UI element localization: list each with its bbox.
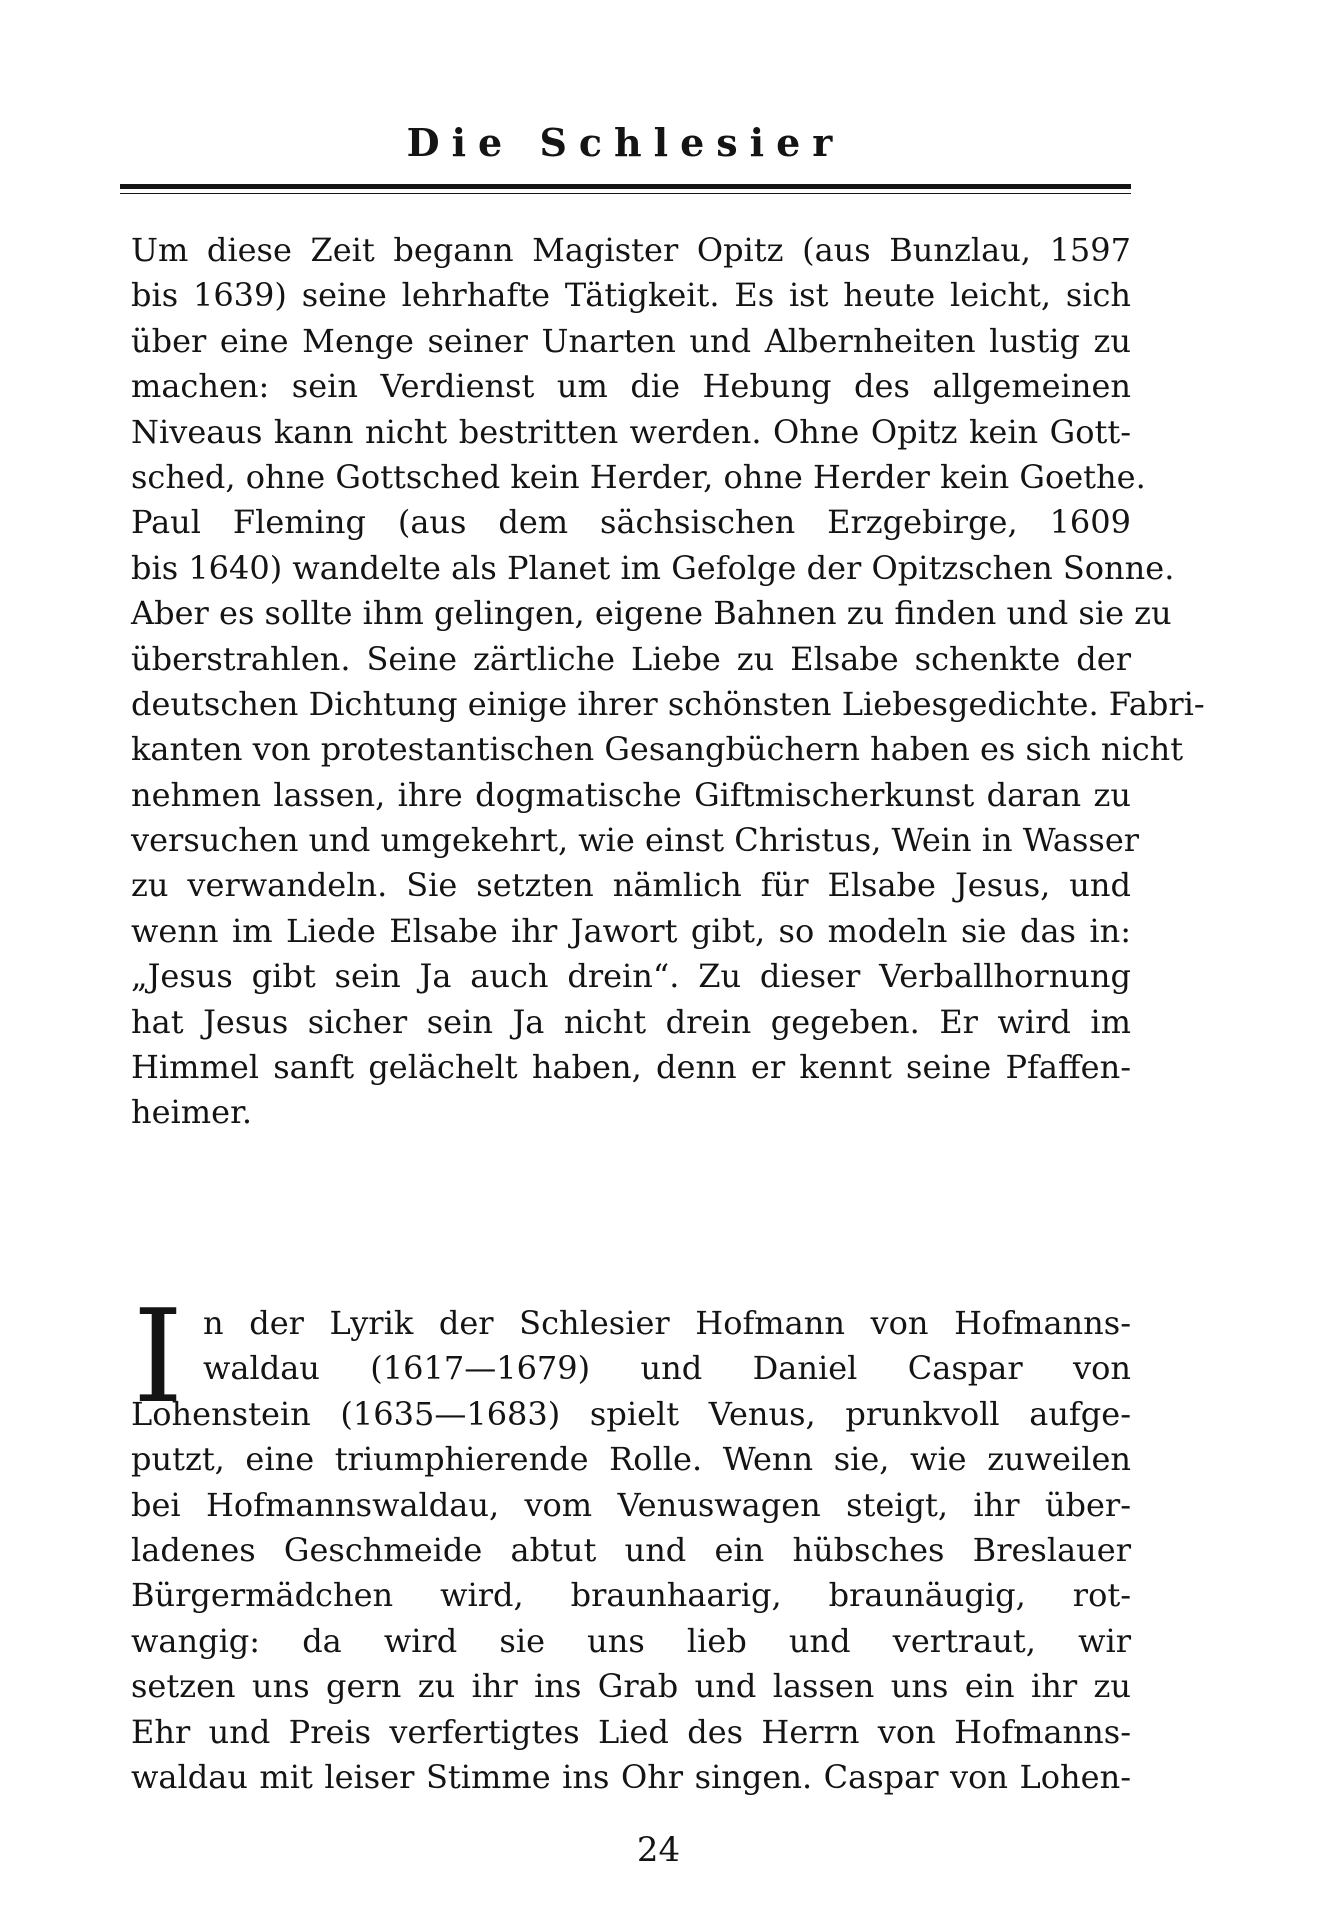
paragraph-line: waldau (1617—1679) und Daniel Caspar von <box>203 1349 1131 1388</box>
paragraph-line: Bürgermädchen wird, braunhaarig, braunäugig, rot- <box>131 1576 1131 1615</box>
paragraph-line: bei Hofmannswaldau, vom Venuswagen steigt, ihr über- <box>131 1485 1131 1524</box>
paragraph-line: bis 1640) wandelte als Planet im Gefolge der Opitzschen Sonne. <box>131 548 1175 587</box>
paragraph-line: Um diese Zeit begann Magister Opitz (aus Bunzlau, 1597 <box>131 231 1131 269</box>
paragraph-line: heimer. <box>131 1093 253 1132</box>
paragraph-line: Niveaus kann nicht bestritten werden. Ohne Opitz kein Gott- <box>131 412 1131 451</box>
paragraph-line: hat Jesus sicher sein Ja nicht drein gegeben. Er wird im <box>131 1002 1131 1041</box>
paragraph-line: „Jesus gibt sein Ja auch drein“. Zu dieser Verballhornung <box>131 957 1131 996</box>
header-rule-thick <box>120 184 1131 189</box>
paragraph-line: Lohenstein (1635—1683) spielt Venus, prunkvoll aufge- <box>131 1394 1131 1433</box>
paragraph-line: Ehr und Preis verfertigtes Lied des Herrn von Hofmanns- <box>131 1712 1131 1751</box>
paragraph-line: Aber es sollte ihm gelingen, eigene Bahnen zu finden und sie zu <box>131 594 1172 633</box>
paragraph-line: Paul Fleming (aus dem sächsischen Erzgebirge, 1609 <box>131 503 1131 542</box>
paragraph-line: zu verwandeln. Sie setzten nämlich für Elsabe Jesus, und <box>131 866 1131 905</box>
paragraph-line: ladenes Geschmeide abtut und ein hübsches Breslauer <box>131 1530 1131 1569</box>
paragraph-line: putzt, eine triumphierende Rolle. Wenn sie, wie zuweilen <box>131 1440 1131 1479</box>
paragraph-line: sched, ohne Gottsched kein Herder, ohne Herder kein Goethe. <box>131 457 1146 496</box>
paragraph-line: machen: sein Verdienst um die Hebung des allgemeinen <box>131 367 1131 406</box>
header-rule-thin <box>120 193 1131 194</box>
paragraph-line: versuchen und umgekehrt, wie einst Christus, Wein in Wasser <box>131 821 1140 860</box>
paragraph-line: wangig: da wird sie uns lieb und vertraut, wir <box>131 1621 1131 1660</box>
running-head: Die Schlesier <box>406 120 845 165</box>
paragraph-line: über eine Menge seiner Unarten und Albernheiten lustig zu <box>131 321 1131 360</box>
drop-initial: I <box>132 1283 184 1432</box>
paragraph-line: überstrahlen. Seine zärtliche Liebe zu Elsabe schenkte der <box>131 639 1131 678</box>
text-block-hofmannswaldau <box>131 1301 1131 1800</box>
paragraph-line: deutschen Dichtung einige ihrer schönsten Liebesgedichte. Fabri- <box>131 684 1205 723</box>
paragraph-line: Himmel sanft gelächelt haben, denn er kennt seine Pfaffen- <box>131 1048 1131 1087</box>
paragraph-line: bis 1639) seine lehrhafte Tätigkeit. Es ist heute leicht, sich <box>131 276 1131 315</box>
page-number: 24 <box>636 1830 681 1870</box>
paragraph-line: n der Lyrik der Schlesier Hofmann von Hofmanns- <box>203 1304 1131 1342</box>
paragraph-line: setzen uns gern zu ihr ins Grab und lassen uns ein ihr zu <box>131 1667 1131 1706</box>
paragraph-line: nehmen lassen, ihre dogmatische Giftmischerkunst daran zu <box>131 775 1131 814</box>
paragraph-line: wenn im Liede Elsabe ihr Jawort gibt, so modeln sie das in: <box>131 911 1131 950</box>
paragraph-line: kanten von protestantischen Gesangbüchern haben es sich nicht <box>131 730 1184 769</box>
text-block-opitz-fleming <box>131 228 1205 1136</box>
paragraph-line: waldau mit leiser Stimme ins Ohr singen. Caspar von Lohen- <box>131 1757 1131 1796</box>
